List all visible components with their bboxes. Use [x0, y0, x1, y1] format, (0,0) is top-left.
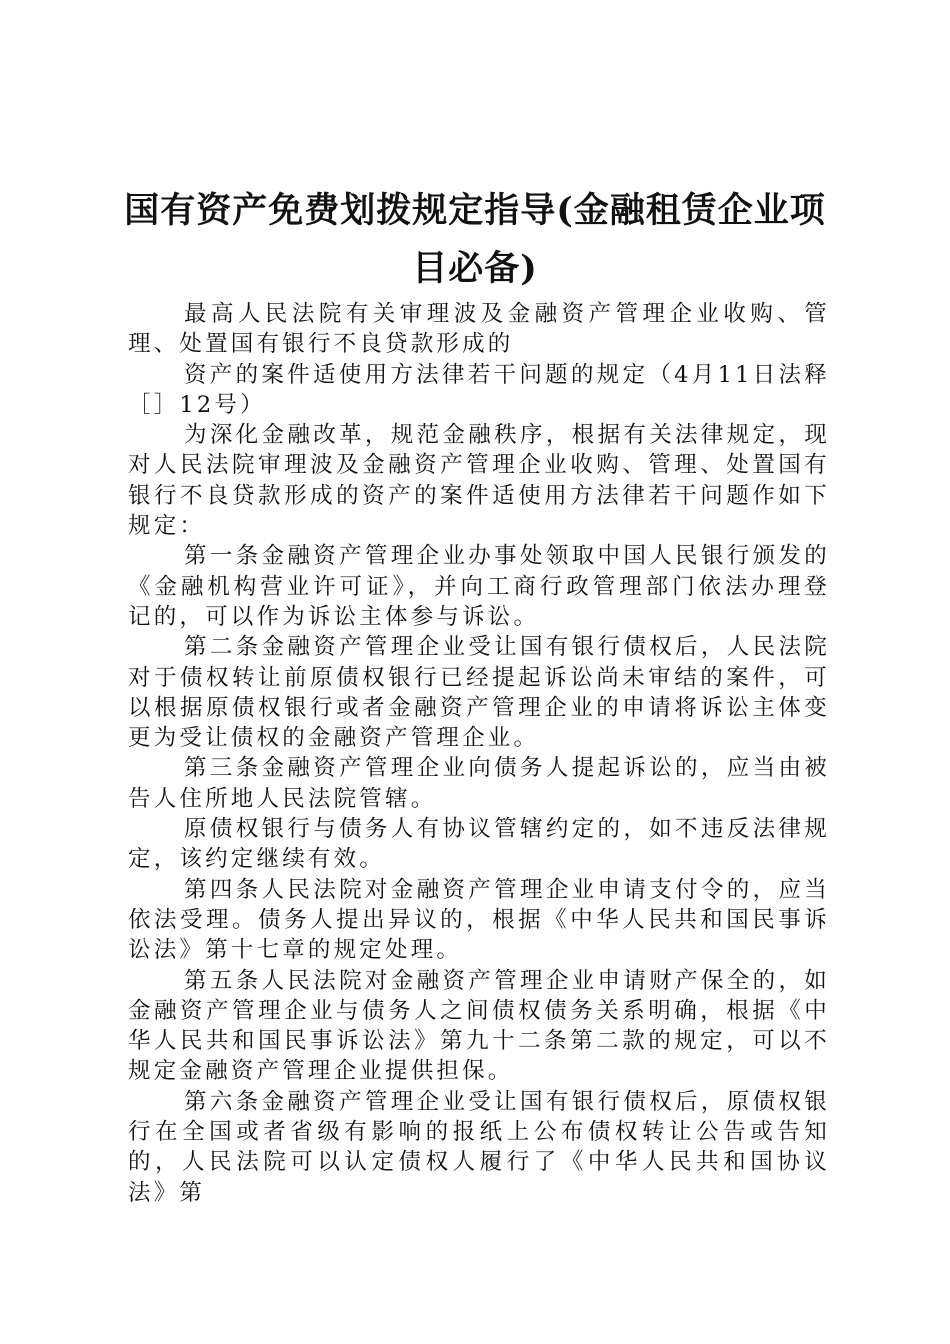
paragraph-article-4: 第四条人民法院对金融资产管理企业申请支付令的，应当依法受理。债务人提出异议的，根据《中华人民共和国民事诉讼法》第十七章的规定处理。: [128, 876, 830, 964]
document-body: [128, 299, 830, 1208]
paragraph-article-3-clause: 原债权银行与债务人有协议管辖约定的，如不违反法律规定，该约定继续有效。: [128, 816, 830, 873]
paragraph-regulation-title: 资产的案件适使用方法律若干问题的规定（4月11日法释［］12号）: [128, 361, 830, 418]
paragraph-intro: 最高人民法院有关审理波及金融资产管理企业收购、管理、处置国有银行不良贷款形成的: [128, 301, 830, 358]
paragraph-article-5: 第五条人民法院对金融资产管理企业申请财产保全的，如金融资产管理企业与债务人之间债权债务关系明确，根据《中华人民共和国民事诉讼法》第九十二条第二款的规定，可以不规定金融资产管理企业提供担保。: [128, 967, 830, 1085]
document-title-line-1: 国有资产免费划拨规定指导(金融租赁企业项: [124, 190, 826, 231]
paragraph-article-6: 第六条金融资产管理企业受让国有银行债权后，原债权银行在全国或者省级有影响的报纸上公布债权转让公告或告知的，人民法院可以认定债权人履行了《中华人民共和国协议法》第: [128, 1088, 830, 1206]
paragraph-article-1: 第一条金融资产管理企业办事处领取中国人民银行颁发的《金融机构营业许可证》，并向工商行政管理部门依法办理登记的，可以作为诉讼主体参与诉讼。: [128, 543, 830, 630]
paragraph-article-2: 第二条金融资产管理企业受让国有银行债权后，人民法院对于债权转让前原债权银行已经提起诉讼尚未审结的案件，可以根据原债权银行或者金融资产管理企业的申请将诉讼主体变更为受让债权的金融资产管理企业。: [128, 634, 830, 752]
paragraph-article-3: 第三条金融资产管理企业向债务人提起诉讼的，应当由被告人住所地人民法院管辖。: [128, 755, 830, 812]
document-title-line-2: 目必备): [412, 248, 538, 289]
paragraph-preamble: 为深化金融改革，规范金融秩序，根据有关法律规定，现对人民法院审理波及金融资产管理企业收购、管理、处置国有银行不良贷款形成的资产的案件适使用方法律若干问题作如下规定：: [128, 422, 830, 540]
